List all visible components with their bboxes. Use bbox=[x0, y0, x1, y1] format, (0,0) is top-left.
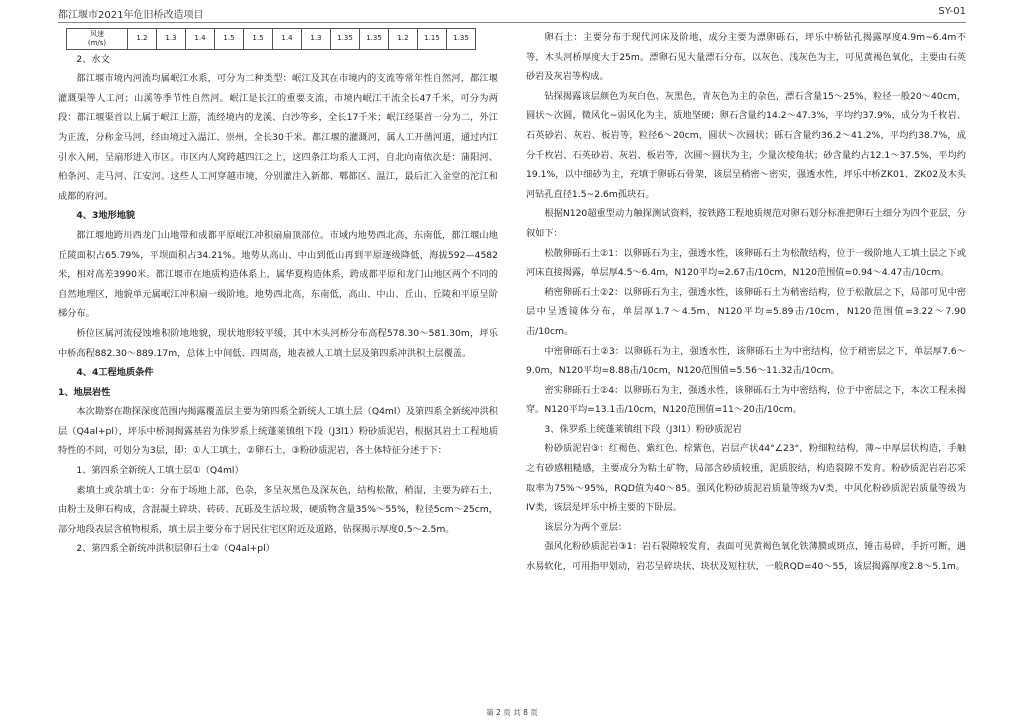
wind-value: 1.5 bbox=[215, 29, 244, 50]
paragraph: 中密卵砾石土②3：以卵砾石为主，强透水性，该卵砾石土为中密结构，位于稍密层之下，单层厚7.6～9.0m，N120平均=8.88击/10cm，N120范围值=5.56～11.32击/10cm。 bbox=[526, 345, 966, 377]
paragraph: 钻探揭露该层颜色为灰白色、灰黑色，青灰色为主的杂色，漂石含量15～25%，粒径一般20～40cm，圆状～次圆，微风化~弱风化为主，质地坚硬；卵石含量约14.2～47.3%，平均约37.9%，成分为千枚岩、石英砂岩、灰岩、板岩等，粒径6～20cm，圆状～次圆状；砾石含量约36.2～41.2%，平均约38.7%，成分千枚岩、石英砂岩、灰岩、板岩等，次圆～圆状为主，少量次棱角状；砂含量约占12.1～37.5%，平均约19.1%，以中细砂为主，充填于卵砾石骨架，该层呈稍密～密实，强透水性，坪乐中桥ZK01、ZK02及木头河钻孔直径1.5~2.6m孤块石。 bbox=[526, 90, 966, 200]
section-hydrology-title: 2、水文 bbox=[76, 53, 110, 65]
wind-value: 1.3 bbox=[157, 29, 186, 50]
paragraph: 强风化粉砂质泥岩③1：岩石裂隙较发育，表面可见黄褐色氧化铁薄膜或斑点，锤击易碎，手折可断，遇水易软化，可用指甲划动，岩芯呈碎块状、块状及短柱状，一般RQD=40～55，该层揭露厚度2.8～5.1m。 bbox=[526, 541, 966, 573]
wind-value: 1.4 bbox=[273, 29, 302, 50]
paragraph: 都江堰市境内河流均属岷江水系，可分为二种类型：岷江及其在市境内的支流等常年性自然河，都江堰灌溉渠等人工河；山溪等季节性自然河。岷江是长江的重要支流，市境内岷江干流全长47千米，可分为两段：都江堰渠首以上属于岷江上游，流经境内的龙溪、白沙等乡，全长17千米；岷江经渠首一分为二，外江为正流，分称金马河，经由境过入温江、崇州，全长30千米。都江堰的灌溉河，属人工开凿河道，通过内江引水入闸，呈扇形进入市区。市区内人窝跨越四江之上，这四条江均系人工河，自北向南依次是：蒲阳河、柏条河、走马河、江安河。这些人工河穿越市境，分别灌注入新都、郫都区、温江，最后汇入金堂的沱江和成都的府河。 bbox=[58, 73, 498, 202]
paragraph: 稍密卵砾石土②2：以卵砾石为主，强透水性，该卵砾石土为稍密结构，位于松散层之下，局部可见中密层中呈透镜体分布，单层厚1.7～4.5m，N120平均=5.89击/10cm，N120范围值=3.22～7.90击/10cm。 bbox=[526, 286, 966, 337]
wind-value: 1.4 bbox=[186, 29, 215, 50]
wind-value: 1.15 bbox=[418, 29, 447, 50]
paragraph: 卵石土：主要分布于现代河床及阶地，成分主要为漂卵砾石，坪乐中桥钻孔揭露厚度4.9m~6.4m不等，木头河桥厚度大于25m。漂卵石见大量漂石分布，以灰色、浅灰色为主，可见黄褐色氧化，主要由石英砂岩及灰岩等构成。 bbox=[526, 32, 966, 83]
page-number: 第 2 页 共 8 页 bbox=[486, 708, 538, 717]
table-row bbox=[67, 29, 476, 50]
wind-value: 1.3 bbox=[302, 29, 331, 50]
header-divider bbox=[58, 22, 966, 23]
wind-value: 1.2 bbox=[389, 29, 418, 50]
subsection-title: 3、侏罗系上统蓬莱镇组下段（J3l1）粉砂质泥岩 bbox=[544, 423, 742, 435]
paragraph: 松散卵砾石土②1：以卵砾石为主，强透水性，该卵砾石土为松散结构，位于一级阶地人工填土层之下或河床直接揭露，单层厚4.5～6.4m，N120平均=2.67击/10cm，N120范围值=0.94～4.47击/10cm。 bbox=[526, 247, 966, 279]
paragraph: 桥位区属河流侵蚀堆积阶地地貌，现状地形较平缓，其中木头河桥分布高程578.30～581.30m，坪乐中桥高程882.30～889.17m，总体上中间低、四周高，地表被人工填土层及第四系冲洪积土层覆盖。 bbox=[58, 327, 498, 359]
paragraph: 都江堰地跨川西龙门山地带和成都平原岷江冲积扇扇顶部位。市域内地势西北高，东南低，都江堰山地丘陵面积占65.79%，平坝面积占34.21%。地势从高山、中山到低山再到平原逐级降低，海拔592—4582米，相对高差3990米。都江堰市在地质构造体系上，属华夏构造体系，跨成都平原和龙门山地区两个不同的自然地理区，地貌单元属岷江冲积扇一级阶地。地势西北高，东南低，高山、中山、丘山、丘陵和平原呈阶梯分布。 bbox=[58, 229, 498, 320]
subsection-title: 2、第四系全新统冲洪积层卵石土②（Q4al+pl） bbox=[76, 543, 275, 555]
paragraph: 素填土或杂填土①：分布于场地上部，色杂，多呈灰黑色及深灰色，结构松散，稍湿，主要为碎石土，由粉土及卵石构成，含混凝土碎块、砖砖、瓦砾及生活垃圾，硬质物含量35%～55%，粒径5cm～25cm，部分地段表层含植物根系，填土层主要分布于居民住宅区附近及道路，钻探揭示厚度0.5～2.5m。 bbox=[58, 484, 498, 535]
paragraph: 根据N120超重型动力触探测试资料，按铁路工程地质规范对卵石划分标准把卵石土细分为四个亚层，分叙如下： bbox=[526, 208, 966, 239]
wind-value: 1.35 bbox=[331, 29, 360, 50]
left-column bbox=[58, 28, 498, 559]
wind-value: 1.5 bbox=[244, 29, 273, 50]
paragraph: 本次勘察在勘探深度范围内揭露覆盖层主要为第四系全新统人工填土层（Q4ml）及第四系全新统冲洪积层（Q4al+pl），坪乐中桥洞揭露基岩为侏罗系上统蓬莱镇组下段（J3l1）粉砂质泥岩，根据其岩土工程地质特性的不同，可划分为3层，即：①人工填土，②卵石土，③粉砂质泥岩，各土体特征分述于下： bbox=[58, 406, 498, 457]
paragraph: 粉砂质泥岩③：红褐色、紫红色、棕紫色，岩层产状44°∠23°，粉细粒结构，薄~中厚层状构造，手触之有砂感粗糙感，主要成分为粘土矿物，局部含砂质较重，泥质胶结，构造裂隙不发育。粉砂质泥岩岩芯采取率为75%～95%，RQD值为40～85。强风化粉砂质泥岩质量等级为V类，中风化粉砂质泥岩质量等级为IV类，该层是坪乐中桥主要的下卧层。 bbox=[526, 443, 966, 514]
wind-speed-label bbox=[67, 29, 128, 50]
header-code: SY-01 bbox=[938, 6, 966, 17]
paragraph: 该层分为两个亚层： bbox=[544, 521, 628, 533]
header-title: 都江堰市2021年危旧桥改造项目 bbox=[58, 10, 204, 21]
wind-value: 1.35 bbox=[447, 29, 476, 50]
section-geology-title: 4、4工程地质条件 bbox=[76, 367, 154, 379]
wind-speed-table bbox=[66, 28, 476, 50]
section-terrain-title: 4、3地形地貌 bbox=[76, 210, 136, 222]
right-column bbox=[526, 28, 966, 577]
wind-unit-text: (m/s) bbox=[87, 38, 107, 47]
wind-value: 1.35 bbox=[360, 29, 389, 50]
subsection-title: 1、第四系全新统人工填土层①（Q4ml） bbox=[76, 465, 244, 477]
paragraph: 密实卵砾石土②4：以卵砾石为主，强透水性，该卵砾石土为中密结构，位于中密层之下，本次工程未揭穿。N120平均=13.1击/10cm，N120范围值=11～20击/10cm。 bbox=[526, 384, 966, 416]
section-strata-title: 1、地层岩性 bbox=[58, 386, 111, 398]
wind-label-text: 风速 bbox=[90, 29, 104, 38]
wind-value: 1.2 bbox=[128, 29, 157, 50]
